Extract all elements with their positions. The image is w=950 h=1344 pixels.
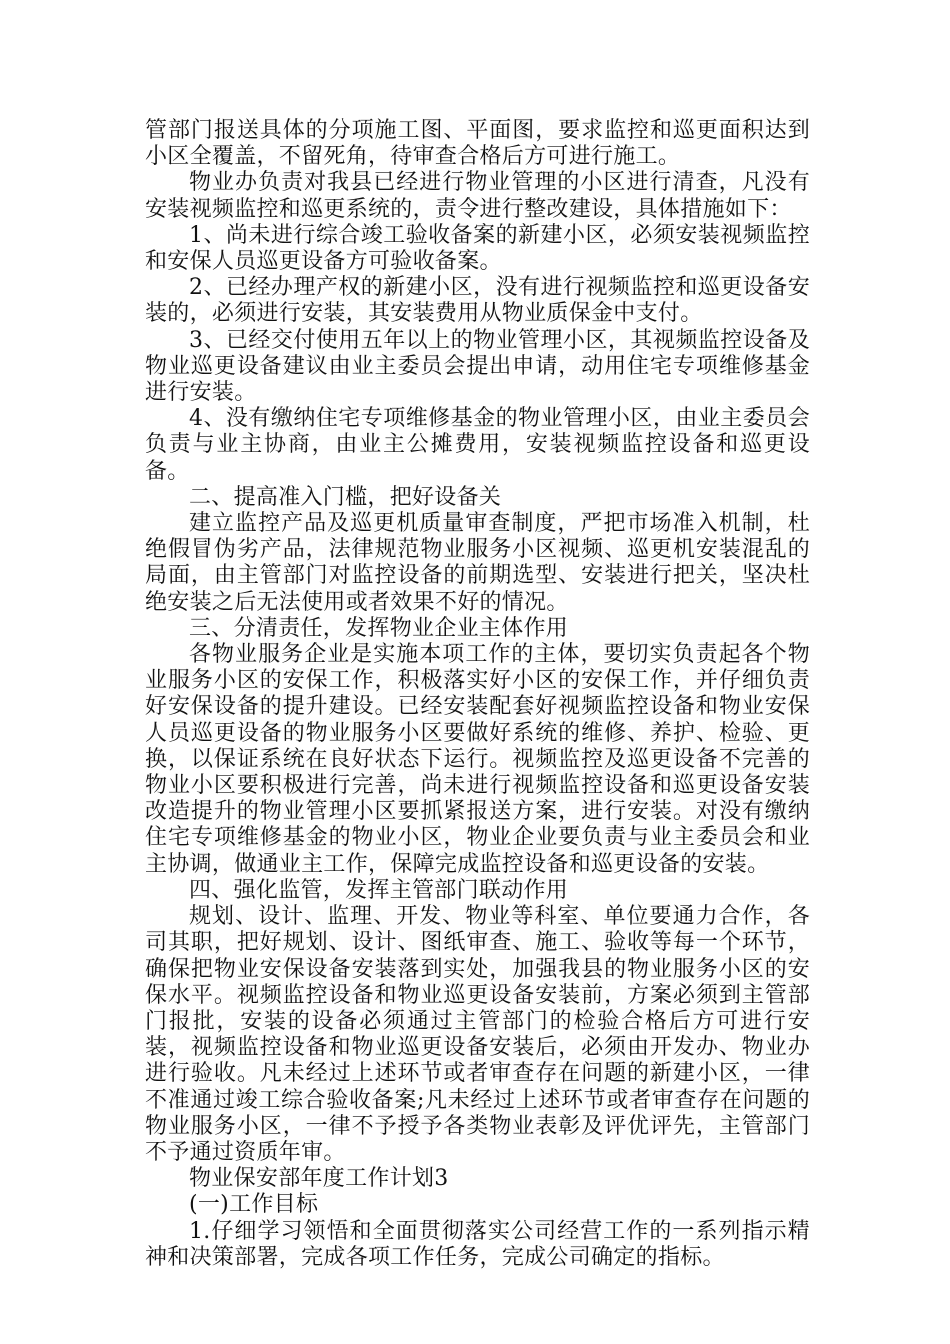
paragraph: 建立监控产品及巡更机质量审查制度，严把市场准入机制，杜绝假冒伪劣产品，法律规范物业服务小区视频、巡更机安装混乱的局面，由主管部门对监控设备的前期选型、安装进行把关，坚决杜绝安装之后无法使用或者效果不好的情况。 (145, 511, 810, 615)
paragraph: 各物业服务企业是实施本项工作的主体，要切实负责起各个物业服务小区的安保工作，积极落实好小区的安保工作，并仔细负责好安保设备的提升建设。已经安装配套好视频监控设备和物业安保人员巡更设备的物业服务小区要做好系统的维修、养护、检验、更换，以保证系统在良好状态下运行。视频监控及巡更设备不完善的物业小区要积极进行完善，尚未进行视频监控设备和巡更设备安装改造提升的物业管理小区要抓紧报送方案，进行安装。对没有缴纳住宅专项维修基金的物业小区，物业企业要负责与业主委员会和业主协调，做通业主工作，保障完成监控设备和巡更设备的安装。 (145, 642, 810, 877)
list-item: 2、已经办理产权的新建小区，没有进行视频监控和巡更设备安装的，必须进行安装，其安装费用从物业质保金中支付。 (145, 275, 810, 327)
paragraph: 管部门报送具体的分项施工图、平面图，要求监控和巡更面积达到小区全覆盖，不留死角，待审查合格后方可进行施工。 (145, 118, 810, 170)
list-item: 1、尚未进行综合竣工验收备案的新建小区，必须安装视频监控和安保人员巡更设备方可验收备案。 (145, 222, 810, 275)
section-heading: 四、强化监管，发挥主管部门联动作用 (189, 877, 569, 903)
section-heading: 二、提高准入门槛，把好设备关 (189, 484, 502, 510)
section-heading: 三、分清责任，发挥物业企业主体作用 (189, 615, 569, 641)
document-body (145, 118, 810, 1271)
document-title: 物业保安部年度工作计划3 (189, 1166, 449, 1192)
section-heading: (一)工作目标 (189, 1192, 319, 1218)
paragraph: 规划、设计、监理、开发、物业等科室、单位要通力合作，各司其职，把好规划、设计、图纸审查、施工、验收等每一个环节，确保把物业安保设备安装落到实处，加强我县的物业服务小区的安保水平。视频监控设备和物业巡更设备安装前，方案必须到主管部门报批，安装的设备必须通过主管部门的检验合格后方可进行安装，视频监控设备和物业巡更设备安装后，必须由开发办、物业办进行验收。凡未经过上述环节或者审查存在问题的新建小区，一律不准通过竣工综合验收备案;凡未经过上述环节或者审查存在问题的物业服务小区，一律不予授予各类物业表彰及评优评先，主管部门不予通过资质年审。 (145, 904, 810, 1165)
list-item: 4、没有缴纳住宅专项维修基金的物业管理小区，由业主委员会负责与业主协商，由业主公摊费用，安装视频监控设备和巡更设备。 (145, 406, 810, 484)
paragraph: 物业办负责对我县已经进行物业管理的小区进行清查，凡没有安装视频监控和巡更系统的，责令进行整改建设，具体措施如下： (145, 170, 810, 222)
list-item: 1.仔细学习领悟和全面贯彻落实公司经营工作的一系列指示精神和决策部署，完成各项工作任务，完成公司确定的指标。 (145, 1218, 810, 1270)
list-item: 3、已经交付使用五年以上的物业管理小区，其视频监控设备及物业巡更设备建议由业主委员会提出申请，动用住宅专项维修基金进行安装。 (145, 327, 810, 406)
